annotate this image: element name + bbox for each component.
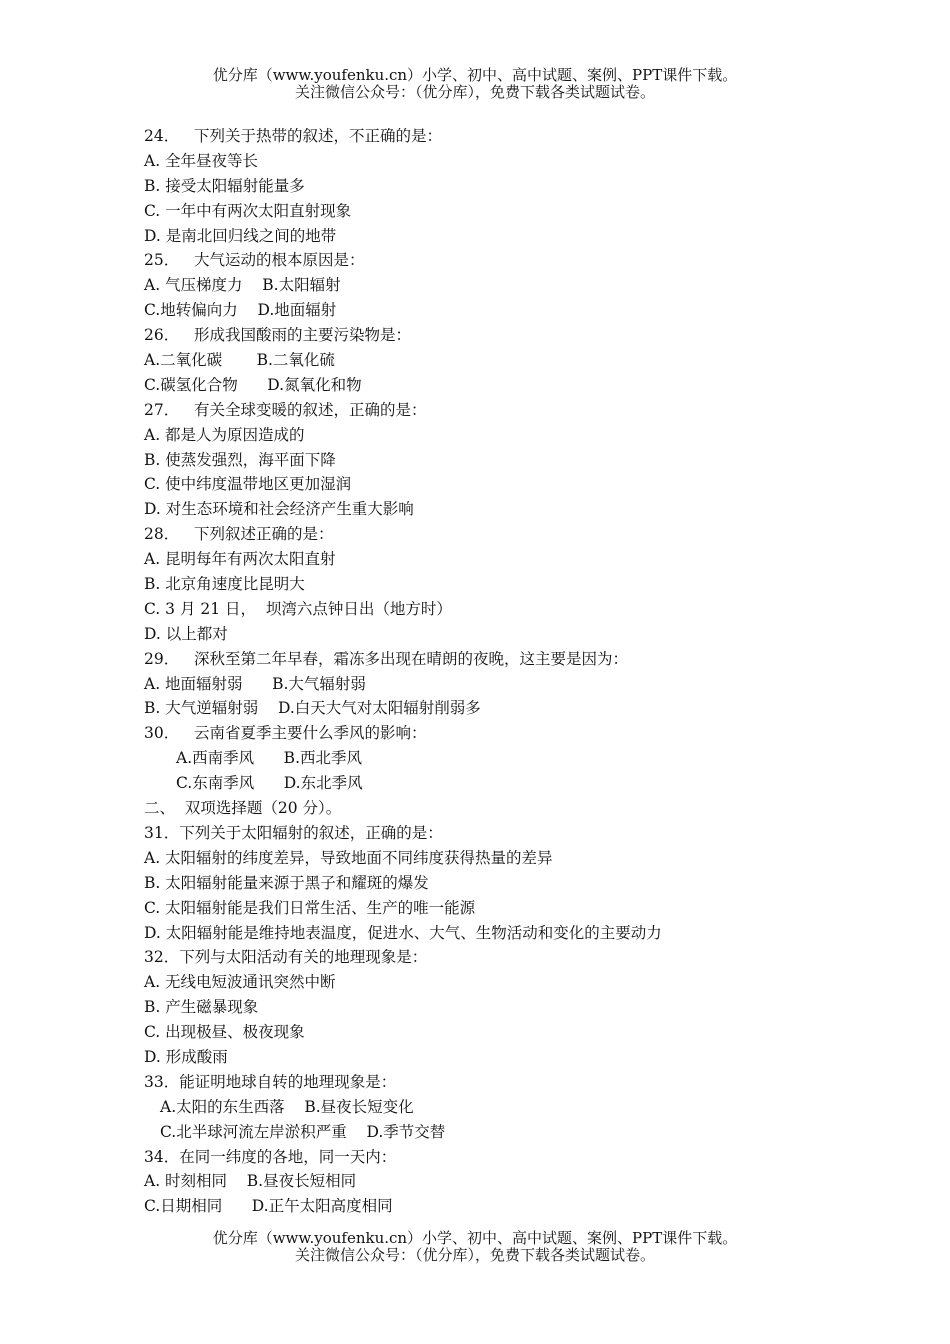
text-line: C. 使中纬度温带地区更加湿润 — [144, 475, 352, 494]
text-line: A.西南季风 B.西北季风 — [176, 749, 363, 768]
text-line: 24． 下列关于热带的叙述，不正确的是： — [144, 127, 443, 145]
text-line: C. 一年中有两次太阳直射现象 — [144, 201, 352, 220]
text-line: 28． 下列叙述正确的是： — [144, 525, 334, 544]
text-line: C.地转偏向力 D.地面辐射 — [144, 301, 337, 320]
text-line: 25． 大气运动的根本原因是： — [144, 251, 365, 270]
text-line: A. 气压梯度力 B.太阳辐射 — [144, 276, 341, 295]
text-line: A. 太阳辐射的纬度差异，导致地面不同纬度获得热量的差异 — [144, 848, 553, 867]
text-line: D. 太阳辐射能是维持地表温度，促进水、大气、生物活动和变化的主要动力 — [144, 923, 662, 942]
text-line: D. 对生态环境和社会经济产生重大影响 — [144, 500, 414, 519]
text-line: A. 昆明每年有两次太阳直射 — [144, 550, 336, 569]
header-line-1: 优分库（www.youfenku.cn）小学、初中、高中试题、案例、PPT课件下载。 — [212, 66, 738, 84]
text-line: 30． 云南省夏季主要什么季风的影响： — [144, 724, 427, 743]
text-line: A. 全年昼夜等长 — [144, 151, 259, 170]
text-line: C.北半球河流左岸淤积严重 D.季节交替 — [160, 1122, 446, 1141]
text-line: B. 大气逆辐射弱 D.白天大气对太阳辐射削弱多 — [144, 699, 481, 718]
text-line: D. 形成酸雨 — [144, 1047, 228, 1066]
text-line: C. 出现极昼、极夜现象 — [144, 1023, 305, 1042]
text-line: A. 无线电短波通讯突然中断 — [144, 973, 336, 992]
text-line: C.碳氢化合物 D.氮氧化和物 — [144, 375, 362, 394]
text-line: 26． 形成我国酸雨的主要污染物是： — [144, 326, 412, 345]
footer-line-1: 优分库（www.youfenku.cn）小学、初中、高中试题、案例、PPT课件下载。 — [212, 1229, 738, 1247]
text-line: C.日期相同 D.正午太阳高度相同 — [144, 1197, 393, 1216]
text-line: D. 是南北回归线之间的地带 — [144, 226, 337, 245]
footer-line-2: 关注微信公众号：（优分库），免费下载各类试题试卷。 — [294, 1246, 655, 1264]
text-line: A. 都是人为原因造成的 — [144, 425, 305, 444]
text-line: B. 北京角速度比昆明大 — [144, 575, 305, 594]
page-footer — [0, 1230, 950, 1264]
text-line: A. 时刻相同 B.昼夜长短相同 — [144, 1172, 357, 1191]
text-line: 33．能证明地球自转的地理现象是： — [144, 1072, 397, 1091]
text-line: C. 3 月 21 日， 坝湾六点钟日出（地方时） — [144, 599, 452, 618]
text-line: 二、 双项选择题（20 分）。 — [144, 799, 342, 818]
text-line: 27． 有关全球变暖的叙述，正确的是： — [144, 400, 427, 419]
text-line: C. 太阳辐射能是我们日常生活、生产的唯一能源 — [144, 898, 476, 917]
text-line: 32．下列与太阳活动有关的地理现象是： — [144, 948, 428, 967]
text-line: B. 产生磁暴现象 — [144, 998, 259, 1017]
header-line-2: 关注微信公众号：（优分库），免费下载各类试题试卷。 — [294, 83, 655, 101]
question-content — [144, 124, 924, 1219]
text-line: A.二氧化碳 B.二氧化硫 — [144, 351, 335, 370]
text-line: B. 太阳辐射能量来源于黑子和耀斑的爆发 — [144, 873, 429, 892]
text-line: 31．下列关于太阳辐射的叙述，正确的是： — [144, 823, 443, 842]
page-header — [0, 67, 950, 101]
text-line: C.东南季风 D.东北季风 — [176, 774, 363, 793]
text-line: D. 以上都对 — [144, 624, 228, 643]
text-line: B. 使蒸发强烈，海平面下降 — [144, 450, 336, 469]
text-line: A.太阳的东生西落 B.昼夜长短变化 — [160, 1097, 414, 1116]
text-line: B. 接受太阳辐射能量多 — [144, 176, 305, 195]
text-line: A. 地面辐射弱 B.大气辐射弱 — [144, 674, 366, 693]
text-line: 34．在同一纬度的各地，同一天内： — [144, 1147, 397, 1166]
text-line: 29． 深秋至第二年早春，霜冻多出现在晴朗的夜晚，这主要是因为： — [144, 649, 629, 668]
